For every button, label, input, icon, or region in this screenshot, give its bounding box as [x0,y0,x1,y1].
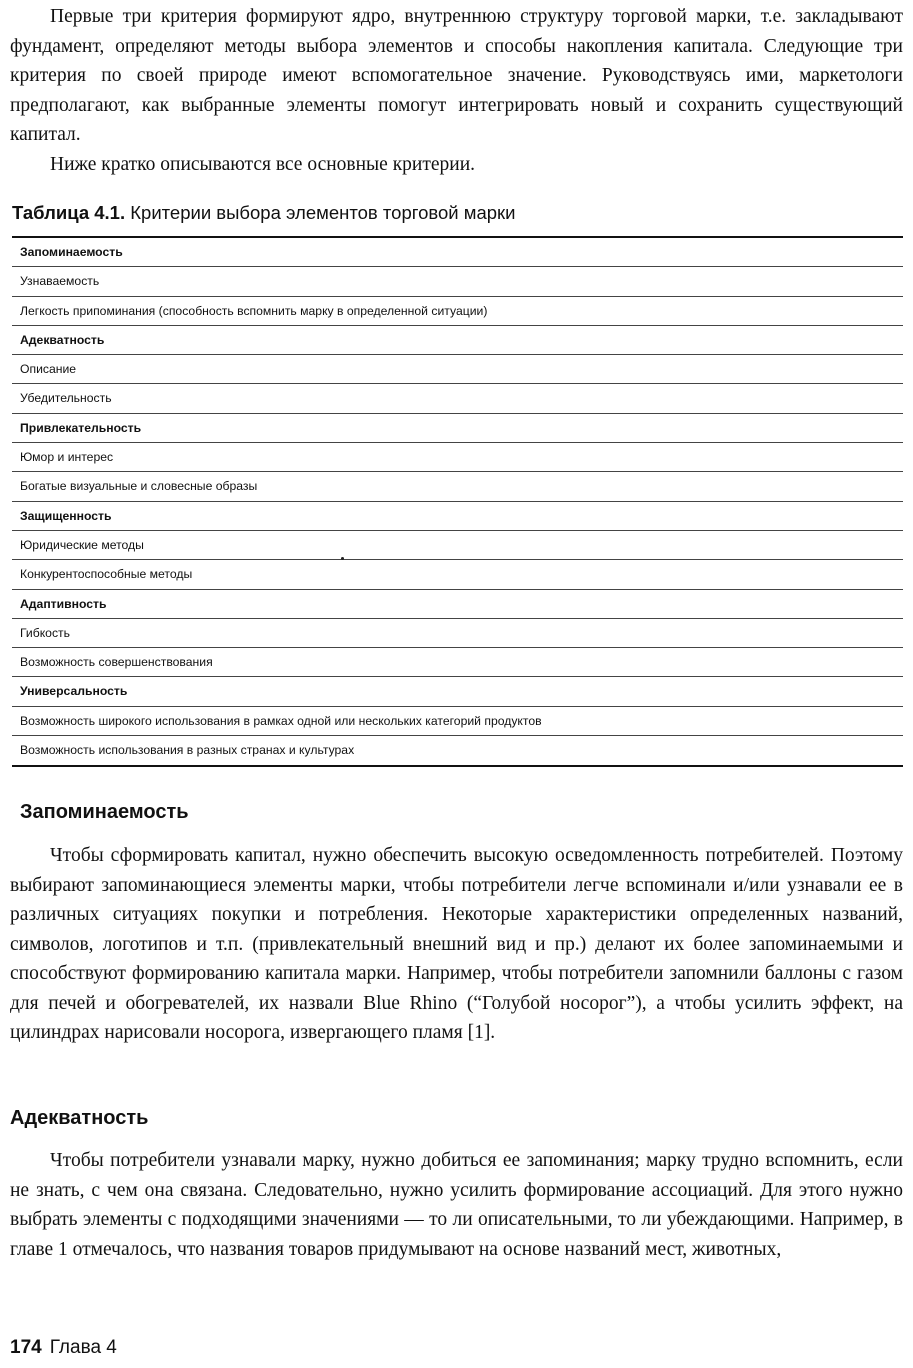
table-category-row: Адаптивность [12,590,903,619]
table-row: Гибкость [12,619,903,648]
table-caption-number: Таблица 4.1. [12,202,126,223]
table-category-row: Привлекательность [12,414,903,443]
chapter-label: Глава 4 [49,1337,117,1358]
table-category-row: Универсальность [12,677,903,706]
table-row: Конкурентоспособные методы [12,560,903,589]
table-category-row: Защищенность [12,502,903,531]
table-caption [12,202,515,224]
section-heading-memorability: Запоминаемость [20,801,189,823]
adequacy-paragraph: Чтобы потребители узнавали марку, нужно добиться ее запоминания; марку трудно вспомнить, если не знать, с чем она связана. Следовательно, нужно усилить формирование ассоциаций. Для этого нужно выбрать элементы с подходящими значениями — то ли описательными, то ли убеждающими. Например, в главе 1 отмечалось, что названия товаров придумывают на основе названий мест, животных, [10,1150,903,1260]
table-row: Юридические методы [12,531,903,560]
table-row: Юмор и интерес [12,443,903,472]
page-number: 174 [10,1337,42,1358]
table-row: Возможность широкого использования в рамках одной или нескольких категорий продуктов [12,707,903,736]
section-heading-adequacy: Адекватность [10,1107,149,1129]
intro-paragraph: Первые три критерия формируют ядро, внутреннюю структуру торговой марки, т.е. закладывают фундамент, определяют методы выбора элементов и способы накопления капитала. Следующие три критерия по своей природе имеют вспомогательное значение. Руководствуясь ими, маркетологи предполагают, как выбранные элементы помогут интегрировать новый и сохранить существующий капитал. [10,6,903,145]
table-row: Убедительность [12,384,903,413]
table-row: Описание [12,355,903,384]
print-speck [341,557,344,560]
table-row: Узнаваемость [12,267,903,296]
page-footer [10,1337,117,1359]
table-category-row: Адекватность [12,326,903,355]
table-row: Богатые визуальные и словесные образы [12,472,903,501]
table-row: Возможность совершенствования [12,648,903,677]
memorability-paragraph: Чтобы сформировать капитал, нужно обеспечить высокую осведомленность потребителей. Поэтому выбирают запоминающиеся элементы марки, чтобы потребители легче вспоминали и/или узнавали ее в различных ситуациях покупки и потребления. Некоторые характеристики определенных названий, символов, логотипов и т.п. (привлекательный внешний вид и пр.) делают их более запоминаемыми и способствуют формированию капитала марки. Например, чтобы потребители запомнили баллоны с газом для печей и обогревателей, их назвали Blue Rhino (“Голубой носорог”), а чтобы усилить эффект, на цилиндрах нарисовали носорога, извергающего пламя [1]. [10,845,903,1043]
intro-summary-paragraph: Ниже кратко описываются все основные критерии. [50,154,476,175]
table-row: Легкость припоминания (способность вспомнить марку в определенной ситуации) [12,297,903,326]
table-caption-text: Критерии выбора элементов торговой марки [130,202,516,223]
criteria-table [12,236,903,767]
table-category-row: Запоминаемость [12,238,903,267]
table-row: Возможность использования в разных странах и культурах [20,743,355,758]
